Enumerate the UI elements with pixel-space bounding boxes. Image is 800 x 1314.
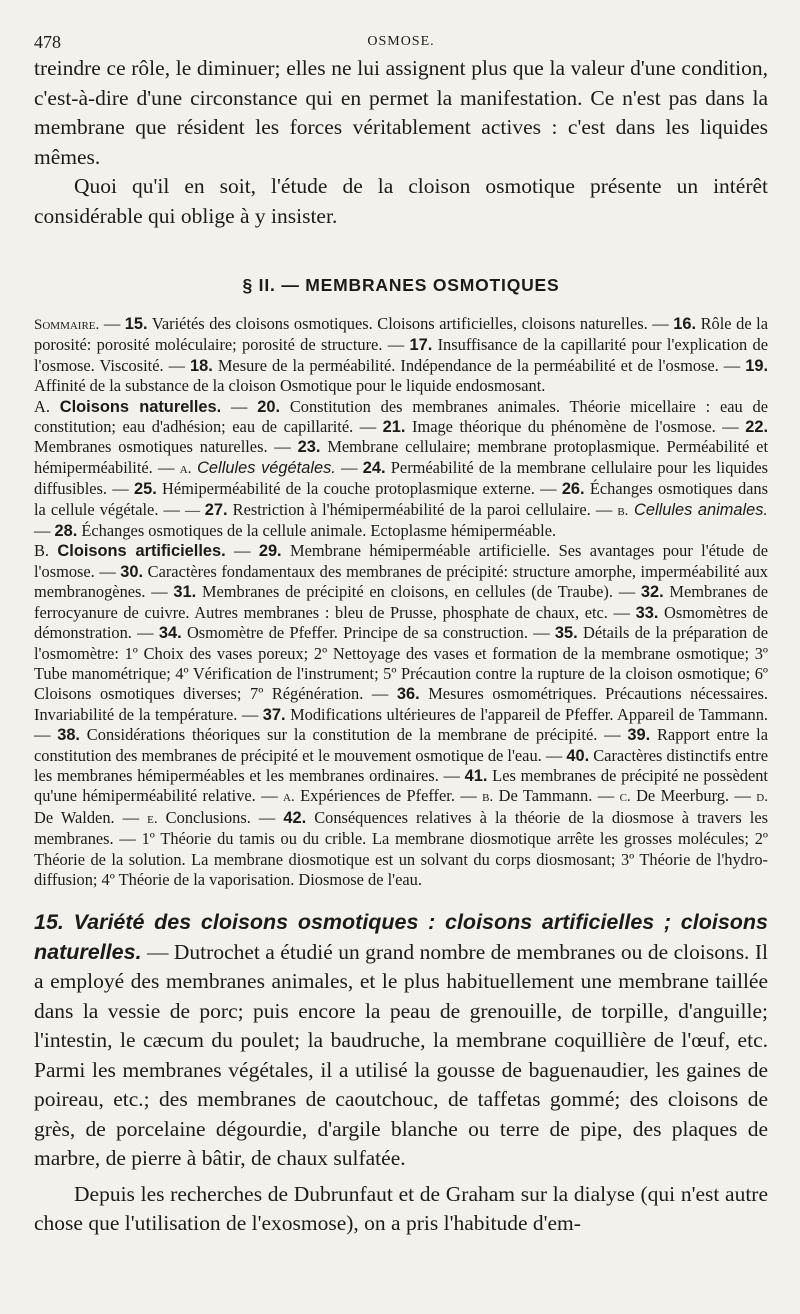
paragraph-15-heading: 15. Variété des cloisons osmotiques : cloisons artificielles ; cloisons naturelles.	[34, 910, 768, 964]
page-number: 478	[34, 32, 61, 52]
item-number: 39.	[627, 726, 651, 745]
subsection-title: Cellules animales.	[628, 500, 769, 519]
paragraph-15-first: 15. Variété des cloisons osmotiques : cloisons artificielles ; cloisons naturelles. — Dutrochet a étudié un grand nombre de membranes ou de cloisons. Il a employé des membranes animales, et le plus habituellement une membrane taillée dans la vessie de porc; puis encore la peau de grenouille, de torpille, d'anguille; l'intestin, le cæcum du poulet; la baudruche, la membrane coquillière de l'œuf, etc. Parmi les membranes végétales, il a utilisé la gousse de baguenaudier, les gaines de poireau, etc.; des membranes de caoutchouc, de taffetas gommé; des cloisons de grès, de porcelaine dégourdie, d'argile blanche ou terre de pipe, des plaques de marbre, de pierre à bâtir, de chaux sulfatée.	[34, 910, 768, 1171]
summary-part-a: A. Cloisons naturelles. — 20. Constitution des membranes animales. Théorie micellaire : eau de constitution; eau d'adhésion; eau de capillarité. — 21. Image théorique du phénomène de l'osmose. — 22. Membranes osmotiques naturelles. — 23. Membrane cellulaire; membrane protoplasmique. Perméabilité et hémiperméabilité. — a. Cellules végétales. — 24. Perméabilité de la membrane cellulaire pour les liquides diffusibles. — 25. Hémiperméabilité de la couche protoplasmique externe. — 26. Échanges osmotiques dans la cellule végétale. — — 27. Restriction à l'hémiperméabilité de la paroi cellulaire. — b. Cellules animales. — 28. Échanges osmotiques de la cellule animale. Ectoplasme hémiperméable.	[34, 396, 769, 541]
running-head	[34, 22, 768, 54]
subsection-title: Cellules végétales.	[191, 458, 336, 477]
section-heading: § II. — MEMBRANES OSMOTIQUES	[242, 275, 560, 295]
item-number: 37.	[262, 705, 286, 724]
item-number: 21.	[382, 418, 406, 437]
item-number: 20.	[257, 397, 281, 416]
intro-paragraph-1: treindre ce rôle, le diminuer; elles ne lui assignent plus que la valeur d'une condition, c'est-à-dire d'une circonstance qui en permet la manifestation. Ce n'est pas dans la membrane que résident les forces véritablement actives : c'est dans les liquides mêmes.	[34, 56, 768, 169]
intro-paragraph-2: Quoi qu'il en soit, l'étude de la cloison osmotique présente un intérêt considérable qui oblige à y insister.	[34, 174, 768, 228]
item-number: 40.	[566, 746, 590, 765]
item-number: 41.	[464, 766, 488, 785]
item-number: 19.	[745, 356, 769, 375]
item-number: 30.	[120, 562, 144, 581]
running-title: OSMOSE.	[367, 34, 435, 49]
item-number: 35.	[554, 624, 578, 643]
item-number: 31.	[173, 583, 197, 602]
item-number: 25.	[133, 480, 157, 499]
item-number: 27.	[204, 500, 228, 519]
item-number: 36.	[396, 685, 420, 704]
paragraph-15-second: Depuis les recherches de Dubrunfaut et de Graham sur la dialyse (qui n'est autre chose que l'utilisation de l'exosmose), on a pris l'habitude d'em-	[34, 1181, 768, 1236]
summary-label: Sommaire.	[34, 317, 100, 333]
item-number: 34.	[158, 624, 182, 643]
item-number: 16.	[673, 315, 697, 333]
item-number: 22.	[745, 418, 769, 437]
item-number: 28.	[54, 522, 78, 541]
item-number: 15.	[124, 315, 148, 333]
item-number: 24.	[362, 458, 386, 477]
item-number: 29.	[258, 542, 282, 561]
item-number: 23.	[297, 438, 321, 457]
part-a-heading: Cloisons naturelles.	[59, 397, 222, 416]
part-b-heading: Cloisons artificielles.	[57, 542, 226, 561]
item-number: 38.	[57, 726, 80, 745]
intro-text	[34, 54, 768, 231]
section-summary	[34, 314, 768, 890]
summary-part-b: B. Cloisons artificielles. — 29. Membrane hémiperméable artificielle. Ses avantages pour l'étude de l'osmose. — 30. Caractères fondamentaux des membranes de précipité: structure amorphe, imperméabilité aux membranogènes. — 31. Membranes de précipité en cloisons, en cellules (de Traube). — 32. Membranes de ferrocyanure de cuivre. Autres membranes : bleu de Prusse, phosphate de chaux, etc. — 33. Osmomètres de démonstration. — 34. Osmomètre de Pfeffer. Principe de sa construction. — 35. Détails de la préparation de l'osmomètre: 1º Choix des vases poreux; 2º Nettoyage des vases et formation de la membrane osmotique; 3º Tube manométrique; 4º Vérification de l'instrument; 5º Précaution contre la rupture de la cloison osmotique; 6º Cloisons osmotiques diverses; 7º Régénération. — 36. Mesures osmométriques. Précautions nécessaires. Invariabilité de la température. — 37. Modifications ultérieures de l'appareil de Pfeffer. Appareil de Tammann. — 38. Considérations théoriques sur la constitution de la membrane de précipité. — 39. Rapport entre la constitution des membranes de précipité et le mouvement osmotique de l'eau. — 40. Caractères distinctifs entre les membranes hémiperméables et les membranes ordinaires. — 41. Les membranes de précipité ne possèdent qu'une hémiperméabilité relative. — a. Expériences de Pfeffer. — b. De Tammann. — c. De Meerburg. — d. De Walden. — e. Conclusions. — 42. Conséquences relatives à la théorie de la diosmose à travers les membranes. — 1º Théorie du tamis ou du crible. La membrane diosmotique arrête les grosses molécules; 2º Théorie de la solution. La membrane diosmotique est un solvant du corps diosmosant; 3º Théorie de l'hydro-diffusion; 4º Théorie de la vaporisation. Diosmose de l'eau.	[34, 541, 769, 889]
item-number: 18.	[190, 356, 213, 375]
item-number: 17.	[409, 336, 433, 355]
item-number: 33.	[635, 603, 659, 622]
summary-general: Sommaire. — 15. Variétés des cloisons osmotiques. Cloisons artificielles, cloisons naturelles. — 16. Rôle de la porosité: porosité moléculaire; porosité de structure. — 17. Insuffisance de la capillarité pour l'explication de l'osmose. Viscosité. — 18. Mesure de la perméabilité. Indépendance de la perméabilité et de l'osmose. — 19. Affinité de la substance de la cloison Osmotique pour le liquide endosmosant.	[34, 314, 769, 396]
item-number: 42.	[283, 808, 307, 827]
item-number: 26.	[561, 480, 585, 499]
item-number: 32.	[640, 583, 664, 602]
paragraph-15	[34, 908, 768, 1239]
